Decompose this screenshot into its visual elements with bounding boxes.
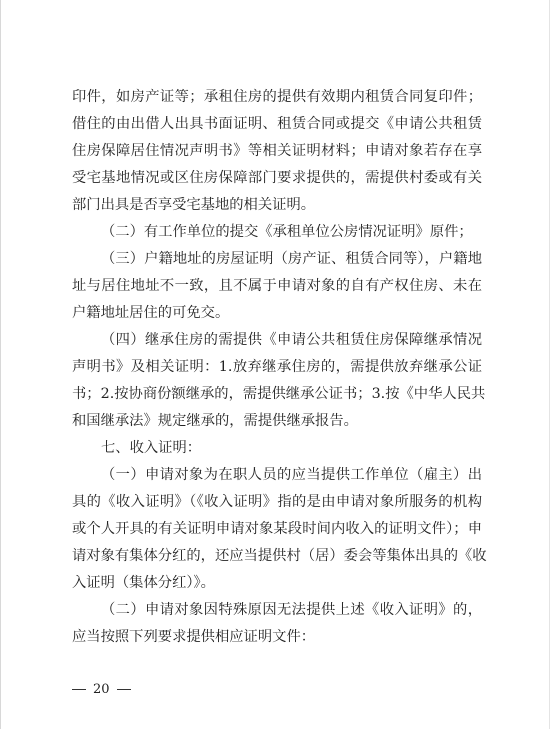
text-line: 借住的由出借人出具书面证明、租赁合同或提交《申请公共租赁 [72, 116, 482, 132]
page-number [72, 682, 131, 697]
text-line: 具的《收入证明》（《收入证明》指的是由申请对象所服务的机构 [72, 494, 482, 510]
text-line: 入证明（集体分红）》。 [72, 575, 215, 591]
text-line: 声明书》及相关证明：1.放弃继承住房的，需提供放弃继承公证 [72, 359, 482, 375]
document-body [72, 84, 487, 651]
text-line: 和国继承法》规定继承的，需提供继承报告。 [72, 413, 358, 429]
text-line: 或个人开具的有关证明申请对象某段时间内收入的证明文件）；申 [72, 521, 482, 537]
paragraph-start: （二）有工作单位的提交《承租单位公房情况证明》原件； [101, 224, 473, 240]
dash-left [72, 689, 86, 690]
paragraph-start: （三）户籍地址的房屋证明（房产证、租赁合同等），户籍地 [101, 251, 482, 267]
text-line: 户籍地址居住的可免交。 [72, 305, 230, 321]
paragraph-start: （四）继承住房的需提供《申请公共租赁住房保障继承情况 [101, 332, 482, 348]
text-line: 书；2.按协商份额继承的，需提供继承公证书；3.按《中华人民共 [72, 386, 486, 402]
section-heading: 七、收入证明： [101, 440, 202, 456]
text-line: 部门出具是否享受宅基地的相关证明。 [72, 197, 316, 213]
page-number-value: 20 [93, 682, 110, 697]
dash-right [117, 689, 131, 690]
text-line: 址与居住地址不一致，且不属于申请对象的自有产权住房、未在 [72, 278, 482, 294]
text-line: 受宅基地情况或区住房保障部门要求提供的，需提供村委或有关 [72, 170, 482, 186]
text-line: 应当按照下列要求提供相应证明文件： [72, 629, 316, 645]
text-line: 住房保障居住情况声明书》等相关证明材料；申请对象若存在享 [72, 143, 482, 159]
text-line: 请对象有集体分红的，还应当提供村（居）委会等集体出具的《收 [72, 548, 487, 564]
text-line: 印件，如房产证等；承租住房的提供有效期内租赁合同复印件； [72, 89, 482, 105]
paragraph-start: （二）申请对象因特殊原因无法提供上述《收入证明》的， [101, 602, 482, 618]
paragraph-start: （一）申请对象为在职人员的应当提供工作单位（雇主）出 [101, 467, 482, 483]
